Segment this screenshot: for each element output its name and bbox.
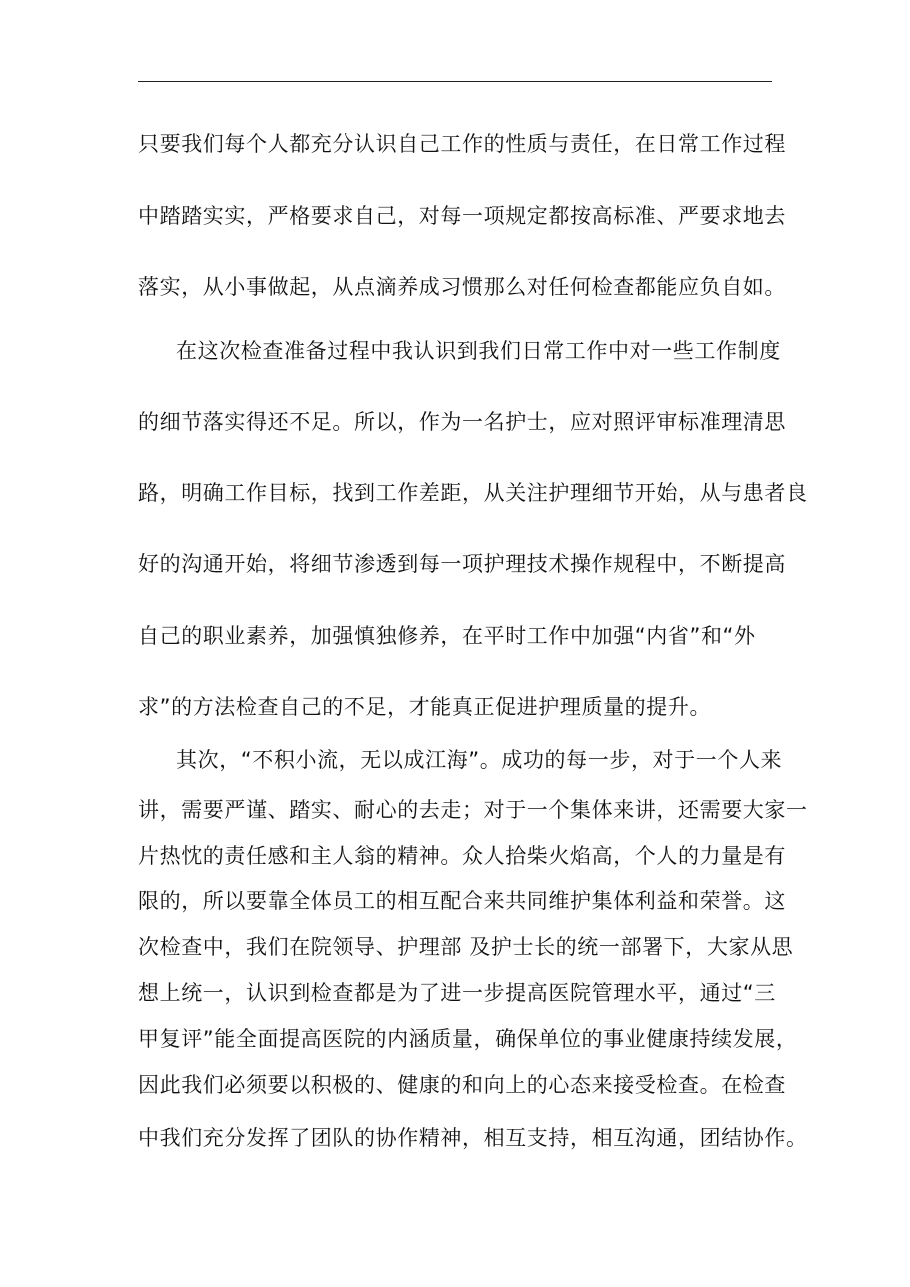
header-rule bbox=[138, 81, 772, 82]
text-line: 中踏踏实实，严格要求自己，对每一项规定都按高标准、严要求地去 bbox=[138, 204, 786, 228]
text-line: 求”的方法检查自己的不足，才能真正促进护理质量的提升。 bbox=[138, 695, 712, 719]
paragraph-first-line: 在这次检查准备过程中我认识到我们日常工作中对一些工作制度 bbox=[176, 339, 781, 363]
text-line: 讲，需要严谨、踏实、耐心的去走；对于一个集体来讲，还需要大家一 bbox=[138, 798, 808, 822]
text-line: 自己的职业素养，加强慎独修养，在平时工作中加强“内省”和“外 bbox=[138, 624, 756, 648]
text-line: 的细节落实得还不足。所以，作为一名护士，应对照评审标准理清思 bbox=[138, 410, 786, 434]
text-line: 因此我们必须要以积极的、健康的和向上的心态来接受检查。在检查 bbox=[138, 1073, 786, 1097]
text-line: 想上统一，认识到检查都是为了进一步提高医院管理水平，通过“三 bbox=[138, 981, 776, 1005]
text-line: 中我们充分发挥了团队的协作精神，相互支持，相互沟通，团结协作。 bbox=[138, 1126, 808, 1150]
text-line: 片热忱的责任感和主人翁的精神。众人拾柴火焰高，个人的力量是有 bbox=[138, 844, 786, 868]
text-line: 只要我们每个人都充分认识自己工作的性质与责任，在日常工作过程 bbox=[138, 132, 786, 156]
text-line: 甲复评”能全面提高医院的内涵质量，确保单位的事业健康持续发展， bbox=[138, 1027, 798, 1051]
text-line: 好的沟通开始，将细节渗透到每一项护理技术操作规程中，不断提高 bbox=[138, 552, 786, 576]
paragraph-first-line: 其次，“不积小流，无以成江海”。成功的每一步，对于一个人来 bbox=[176, 748, 783, 772]
text-line: 落实，从小事做起，从点滴养成习惯那么对任何检查都能应负自如。 bbox=[138, 275, 786, 299]
text-line: 限的，所以要靠全体员工的相互配合来共同维护集体利益和荣誉。这 bbox=[138, 889, 786, 913]
text-line: 次检查中，我们在院领导、护理部 及护士长的统一部署下，大家从思 bbox=[138, 935, 794, 959]
text-line: 路，明确工作目标，找到工作差距，从关注护理细节开始，从与患者良 bbox=[138, 481, 808, 505]
